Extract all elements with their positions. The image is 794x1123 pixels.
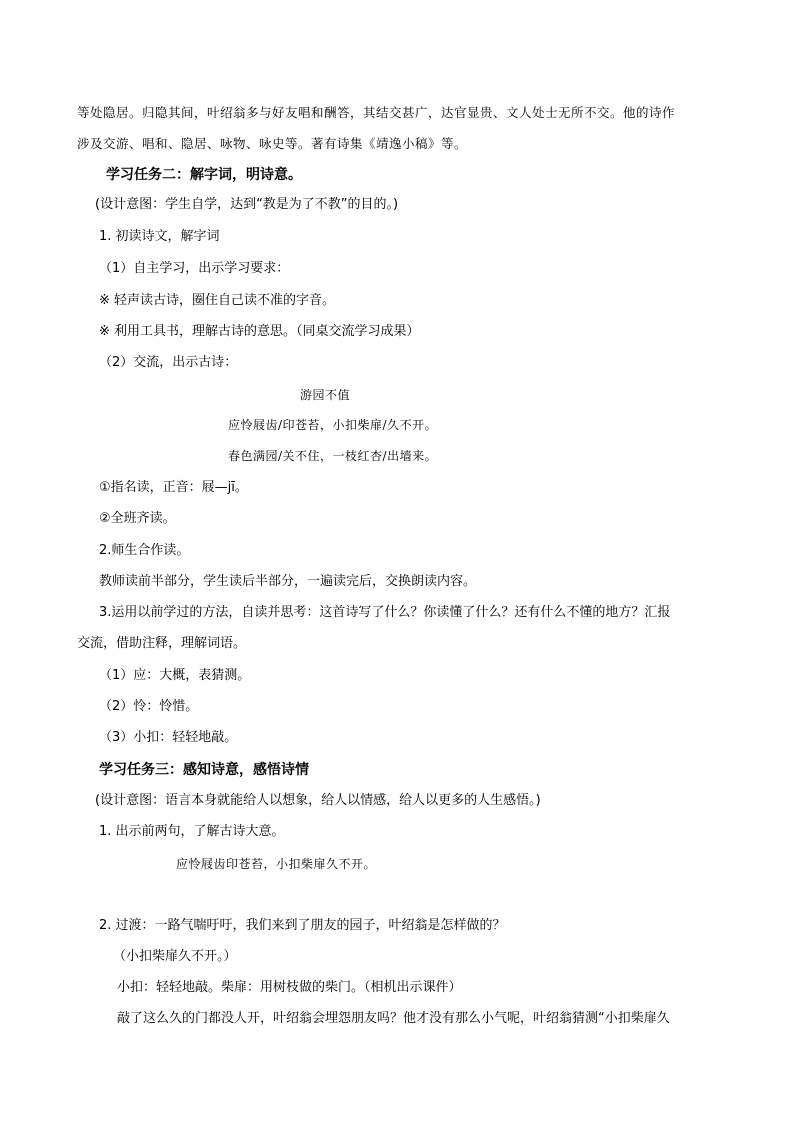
task3-poem-line: 应怜屐齿印苍苔，小扣柴扉久不开。: [176, 857, 377, 871]
task3-quote: （小扣柴扉久不开。）: [113, 949, 237, 964]
task3-explain: 小扣：轻轻地敲。柴扉：用树枝做的柴门。（相机出示课件）: [117, 980, 462, 995]
task2-req2: ※ 利用工具书，理解古诗的意思。（同桌交流学习成果）: [99, 324, 420, 339]
poem-line-1: 应怜屐齿/印苍苔，小扣柴扉/久不开。: [228, 418, 438, 432]
poem-title: 游园不值: [300, 388, 351, 402]
task2-intent: (设计意图：学生自学，达到“教是为了不教”的目的。): [95, 197, 399, 212]
task3-last: 敲了这么久的门都没人开，叶绍翁会埋怨朋友吗？他才没有那么小气呢，叶绍翁猜测“小扣柴扉久: [117, 1011, 670, 1026]
poem-line-2: 春色满园/关不住，一枝红杏/出墙来。: [228, 449, 438, 463]
task3-step1: 1. 出示前两句，了解古诗大意。: [99, 824, 285, 839]
task3-step2: 2. 过渡：一路气喘吁吁，我们来到了朋友的园子，叶绍翁是怎样做的？: [99, 918, 506, 933]
task2-sub2: （2）交流，出示古诗：: [99, 355, 238, 370]
task2-step2: 2.师生合作读。: [99, 543, 190, 558]
task2-w2: （2）怜：怜惜。: [99, 699, 199, 714]
task2-req1: ※ 轻声读古诗，圈住自己读不准的字音。: [99, 293, 336, 308]
task2-w1: （1）应：大概，表猜测。: [99, 668, 251, 683]
task2-step2-desc: 教师读前半部分，学生读后半部分，一遍读完后，交换朗读内容。: [99, 574, 477, 589]
task2-step1: 1. 初读诗文，解字词: [99, 229, 220, 244]
task2-heading: 学习任务二：解字词，明诗意。: [106, 167, 302, 183]
task2-c1: ①指名读，正音：屐—jī。: [99, 480, 248, 495]
task3-heading: 学习任务三：感知诗意，感悟诗情: [99, 762, 309, 778]
task2-sub1: （1）自主学习，出示学习要求：: [99, 261, 290, 276]
task2-step3-line1: 3.运用以前学过的方法，自读并思考：这首诗写了什么？你读懂了什么？还有什么不懂的地方？汇报: [99, 605, 671, 620]
task2-w3: （3）小扣：轻轻地敲。: [99, 730, 238, 745]
task3-intent: (设计意图：语言本身就能给人以想象，给人以情感，给人以更多的人生感悟。): [95, 793, 541, 808]
bio-line-1: 等处隐居。归隐其间，叶绍翁多与好友唱和酬答，其结交甚广，达官显贵、文人处士无所不交。他的诗作: [77, 105, 676, 120]
task2-c2: ②全班齐读。: [99, 511, 176, 526]
task2-step3-line2: 交流，借助注释，理解词语。: [77, 636, 247, 651]
bio-line-2: 涉及交游、唱和、隐居、咏物、咏史等。著有诗集《靖逸小稿》等。: [77, 136, 468, 151]
